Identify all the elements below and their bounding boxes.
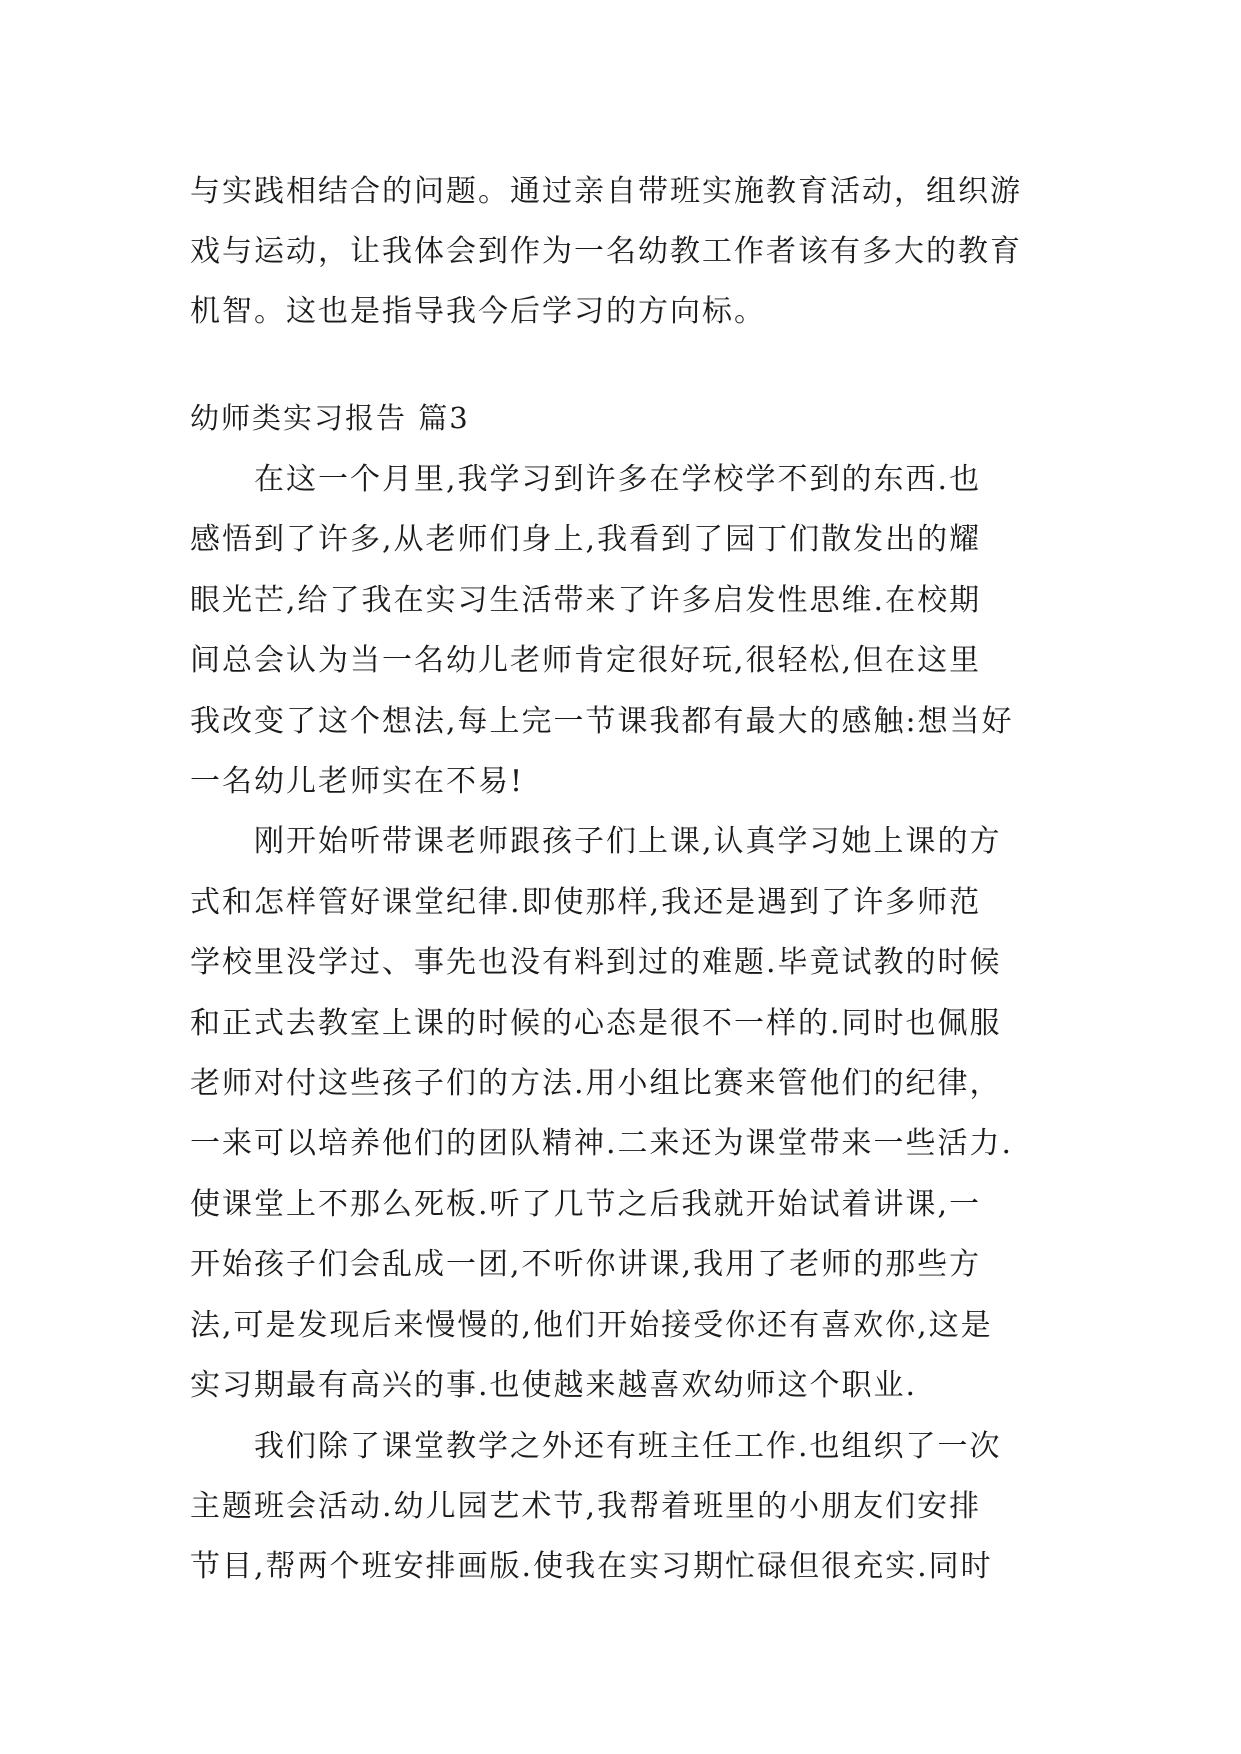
text-line: 老师对付这些孩子们的方法.用小组比赛来管他们的纪律， [190, 1066, 1002, 1102]
text-line: 一来可以培养他们的团队精神.二来还为课堂带来一些活力. [190, 1126, 1014, 1162]
text-line: 和正式去教室上课的时候的心态是很不一样的.同时也佩服 [190, 1005, 1002, 1041]
text-line: 机智。这也是指导我今后学习的方向标。 [190, 294, 766, 329]
text-line: 我们除了课堂教学之外还有班主任工作.也组织了一次 [190, 1428, 1002, 1464]
text-line: 眼光芒,给了我在实习生活带来了许多启发性思维.在校期 [190, 582, 982, 618]
text-line: 与实践相结合的问题。通过亲自带班实施教育活动，组织游 [190, 174, 1022, 209]
text-line: 刚开始听带课老师跟孩子们上课,认真学习她上课的方 [190, 824, 1002, 860]
text-line: 在这一个月里,我学习到许多在学校学不到的东西.也 [190, 462, 982, 497]
text-line: 主题班会活动.幼儿园艺术节,我帮着班里的小朋友们安排 [190, 1488, 982, 1524]
section-heading-text: 幼师类实习报告 篇3 [190, 401, 470, 435]
text-line: 式和怎样管好课堂纪律.即使那样,我还是遇到了许多师范 [190, 884, 982, 920]
text-line: 我改变了这个想法,每上完一节课我都有最大的感触:想当好 [190, 703, 1014, 739]
text-line: 一名幼儿老师实在不易! [190, 764, 525, 800]
text-line: 开始孩子们会乱成一团,不听你讲课,我用了老师的那些方 [190, 1247, 982, 1283]
text-line: 学校里没学过、事先也没有料到过的难题.毕竟试教的时候 [190, 945, 1002, 981]
text-line: 实习期最有高兴的事.也使越来越喜欢幼师这个职业. [190, 1368, 918, 1404]
text-line: 间总会认为当一名幼儿老师肯定很好玩,很轻松,但在这里 [190, 643, 982, 679]
section-heading [190, 398, 1060, 438]
text-line: 使课堂上不那么死板.听了几节之后我就开始试着讲课,一 [190, 1186, 982, 1222]
body-text [190, 450, 1060, 1598]
text-line: 节目,帮两个班安排画版.使我在实习期忙碌但很充实.同时 [190, 1549, 993, 1585]
text-line: 感悟到了许多,从老师们身上,我看到了园丁们散发出的耀 [190, 522, 982, 558]
intro-paragraph [190, 162, 1060, 342]
text-line: 法,可是发现后来慢慢的,他们开始接受你还有喜欢你,这是 [190, 1307, 993, 1343]
text-line: 戏与运动，让我体会到作为一名幼教工作者该有多大的教育 [190, 234, 1022, 269]
